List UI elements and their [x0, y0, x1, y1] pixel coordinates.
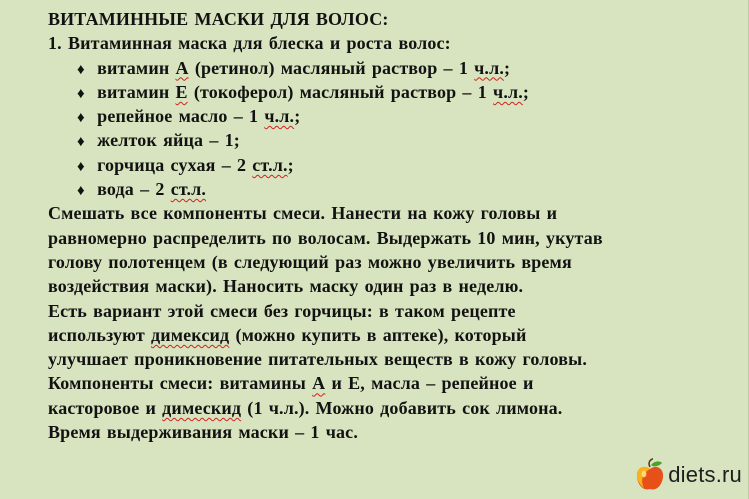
paragraph-line	[48, 396, 738, 420]
ingredient-text: вода – 2	[97, 179, 171, 200]
ingredient-text: горчица сухая – 2	[97, 154, 253, 175]
ingredient-text: ;	[287, 154, 294, 175]
ingredient-unit: ст.л.	[170, 179, 207, 200]
paragraph-line: воздействия маски). Наносить маску один раз в неделю.	[48, 276, 524, 297]
ingredient-text: витамин	[97, 57, 176, 78]
ingredient-item	[48, 177, 738, 201]
paragraph-line: Время выдерживания маски – 1 час.	[48, 422, 358, 443]
paragraph-text: (1 ч.л.). Можно добавить сок лимона.	[241, 397, 563, 418]
instructions-text	[48, 201, 738, 444]
ingredient-item	[48, 153, 738, 177]
paragraph-text: используют	[48, 324, 151, 345]
ingredient-item	[48, 80, 738, 104]
diets-watermark	[635, 458, 742, 492]
diamond-bullet-icon: ♦	[77, 110, 85, 127]
document-title: ВИТАМИННЫЕ МАСКИ ДЛЯ ВОЛОС:	[48, 9, 389, 29]
ingredient-term: А	[175, 57, 189, 78]
ingredient-unit: ч.л.	[474, 57, 504, 78]
paragraph-line: голову полотенцем (в следующий раз можно увеличить время	[48, 251, 572, 272]
spellcheck-word: димескид	[162, 397, 242, 418]
diamond-bullet-icon: ♦	[77, 183, 85, 200]
ingredient-unit: ч.л.	[264, 106, 295, 127]
paragraph-line: равномерно распределить по волосам. Выдержать 10 мин, укутав	[48, 227, 603, 248]
paragraph-line: Есть вариант этой смеси без горчицы: в таком рецепте	[48, 300, 516, 321]
ingredient-item	[48, 56, 738, 80]
recipe-heading: 1. Витаминная маска для блеска и роста волос:	[48, 33, 451, 54]
apple-icon	[635, 458, 665, 492]
paragraph-line	[48, 323, 738, 347]
ingredient-text: (токоферол) масляный раствор – 1	[187, 81, 494, 102]
diamond-bullet-icon: ♦	[77, 61, 85, 78]
ingredient-item	[48, 128, 738, 152]
ingredient-unit: ч.л.	[493, 81, 523, 102]
ingredient-text: ;	[503, 57, 511, 78]
paragraph-text: (можно купить в аптеке), который	[229, 324, 527, 345]
ingredient-text: (ретинол) масляный раствор – 1	[188, 57, 475, 78]
ingredient-text: ;	[294, 106, 301, 127]
ingredient-text: ;	[522, 81, 530, 102]
ingredient-text: витамин	[97, 81, 176, 102]
ingredient-text: желток яйца – 1;	[97, 130, 240, 151]
diamond-bullet-icon: ♦	[77, 134, 85, 151]
paragraph-line	[48, 371, 738, 395]
ingredients-list	[48, 56, 738, 202]
watermark-text: diets.ru	[668, 462, 742, 487]
ingredient-text: репейное масло – 1	[97, 106, 265, 127]
paragraph-line: улучшает проникновение питательных веществ в кожу головы.	[48, 349, 587, 370]
document-body	[48, 7, 738, 444]
paragraph-text: касторовое и	[48, 397, 163, 418]
spellcheck-word: димексид	[150, 324, 230, 345]
paragraph-text: Компоненты смеси: витамины	[48, 373, 313, 394]
spellcheck-word: А	[312, 373, 326, 394]
ingredient-unit: ст.л.	[252, 154, 288, 175]
diamond-bullet-icon: ♦	[77, 158, 85, 175]
paragraph-text: и Е, масла – репейное и	[325, 373, 534, 394]
paragraph-line: Смешать все компоненты смеси. Нанести на кожу головы и	[48, 203, 558, 224]
diamond-bullet-icon: ♦	[77, 85, 85, 102]
ingredient-item	[48, 104, 738, 128]
ingredient-term: Е	[175, 81, 188, 102]
